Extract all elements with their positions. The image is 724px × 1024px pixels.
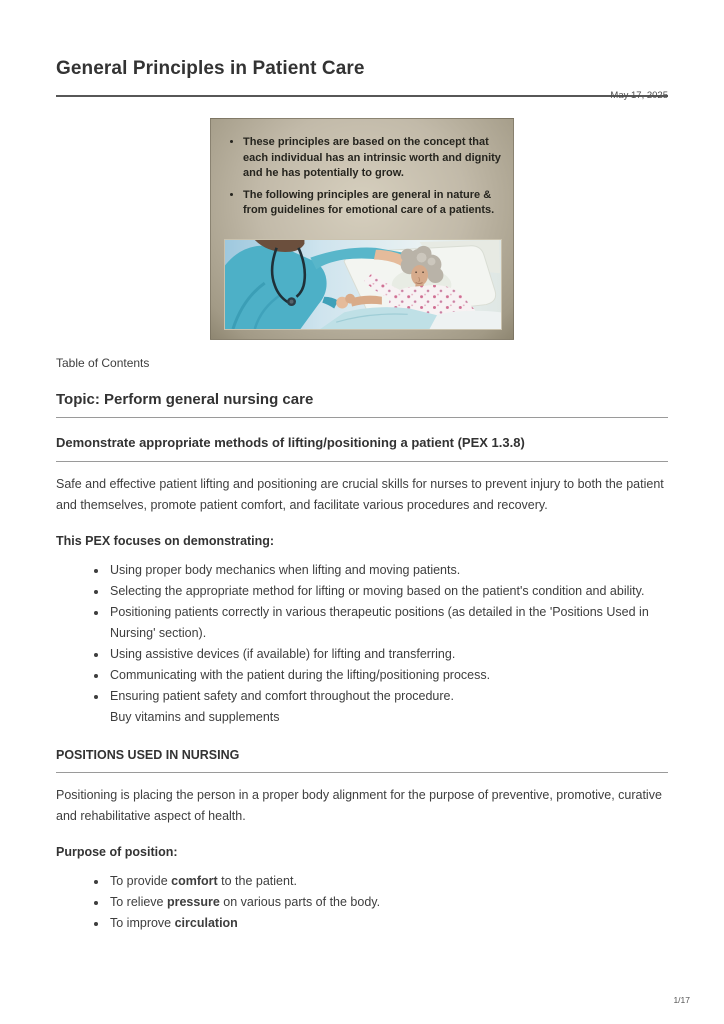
list-item: • Positioning patients correctly in various therapeutic positions (as detailed in the 'Positions Used in Nursing' section). <box>108 602 668 644</box>
intro-paragraph: Safe and effective patient lifting and positioning are crucial skills for nurses to prevent injury to both the patient and themselves, promote patient comfort, and facilitate various procedures and recovery. <box>56 477 664 512</box>
pex-focus-heading: This PEX focuses on demonstrating: <box>56 534 275 548</box>
list-item: • To provide comfort to the patient. <box>108 871 668 892</box>
title-rule <box>56 95 668 97</box>
list-item-text: Ensuring patient safety and comfort throughout the procedure. <box>110 689 454 703</box>
positions-heading: POSITIONS USED IN NURSING <box>56 748 668 773</box>
list-item: • Communicating with the patient during the lifting/positioning process. <box>108 665 668 686</box>
page-title: General Principles in Patient Care <box>56 58 365 79</box>
purpose-heading: Purpose of position: <box>56 845 178 859</box>
slide-bullet: • The following principles are general in nature & from guidelines for emotional care of a patients. <box>243 188 505 219</box>
list-item: • Using proper body mechanics when lifting and moving patients. <box>108 560 668 581</box>
table-of-contents-label: Table of Contents <box>56 356 150 370</box>
slide-bullet: • These principles are based on the concept that each individual has an intrinsic worth and dignity and he has potentially to grow. <box>243 135 505 182</box>
nurse-assisting-elderly-patient-photo <box>224 239 502 330</box>
page-number-indicator: 1/17 <box>673 995 690 1005</box>
purpose-list <box>56 871 668 934</box>
positions-paragraph: Positioning is placing the person in a proper body alignment for the purpose of preventive, promotive, curative and rehabilitative aspect of health. <box>56 788 662 823</box>
list-item: • Using assistive devices (if available) for lifting and transferring. <box>108 644 668 665</box>
slide-bullet-list <box>225 135 505 219</box>
list-item <box>108 686 668 728</box>
pex-focus-list <box>56 560 668 728</box>
publish-date: May 17, 2025 <box>610 90 668 101</box>
list-item: • To relieve pressure on various parts of the body. <box>108 892 668 913</box>
list-item: • Selecting the appropriate method for lifting or moving based on the patient's condition and ability. <box>108 581 668 602</box>
demonstrate-heading: Demonstrate appropriate methods of lifting/positioning a patient (PEX 1.3.8) <box>56 435 668 462</box>
title-rule-row <box>56 89 668 104</box>
list-item: • To improve circulation <box>108 913 668 934</box>
list-note: Buy vitamins and supplements <box>110 710 280 724</box>
topic-heading: Topic: Perform general nursing care <box>56 391 668 418</box>
slide-image <box>210 118 514 340</box>
